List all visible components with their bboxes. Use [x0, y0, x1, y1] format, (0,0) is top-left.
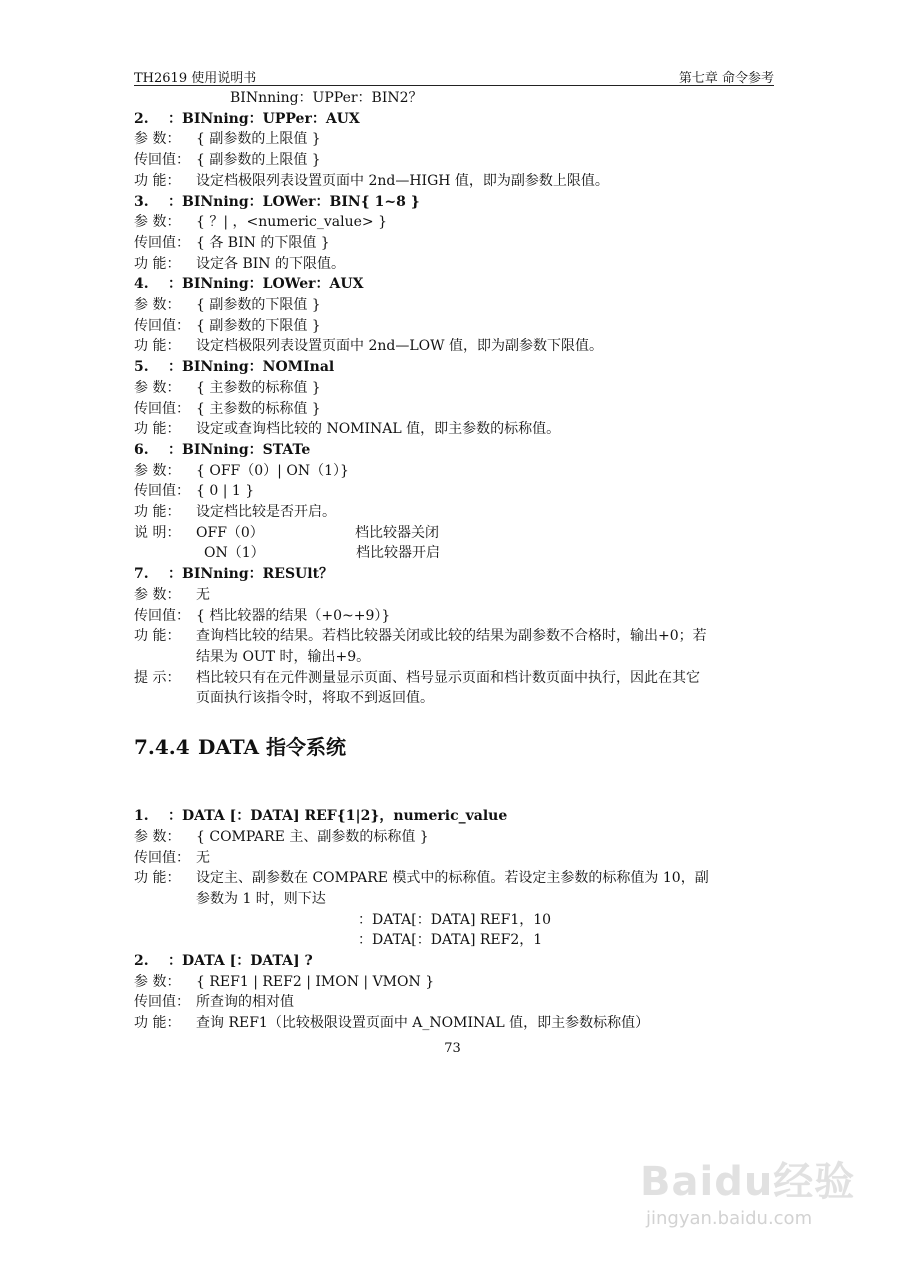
param-text: { 主参数的标称值 } — [196, 379, 321, 396]
command-block-binning-nominal — [134, 357, 779, 440]
return-text: { 0 | 1 } — [196, 483, 255, 500]
param-label: 参 数： — [134, 973, 181, 990]
watermark-logo: Baidu经验 — [640, 1159, 856, 1205]
command-heading — [134, 951, 779, 972]
param-line — [134, 827, 779, 848]
return-label: 传回值： — [134, 483, 190, 500]
function-text: 设定档比较是否开启。 — [196, 504, 336, 521]
function-label: 功 能： — [134, 1015, 181, 1032]
function-text: 设定主、副参数在 COMPARE 模式中的标称值。若设定主参数的标称值为 10，副 — [196, 870, 709, 887]
baidu-jingyan-watermark — [640, 1150, 860, 1260]
function-text: 设定档极限列表设置页面中 2nd—HIGH 值，即为副参数上限值。 — [196, 172, 609, 189]
note-value-on: 档比较器开启 — [356, 545, 440, 562]
command-syntax: ：DATA [：DATA] REF{1|2}，numeric_value — [168, 808, 508, 825]
return-text: 所查询的相对值 — [196, 994, 294, 1011]
command-syntax: ：BINning：UPPer：AUX — [168, 110, 360, 127]
param-line — [134, 378, 779, 399]
function-line — [134, 171, 779, 192]
header-chapter-title: 第七章 命令参考 — [678, 71, 774, 86]
function-label: 功 能： — [134, 255, 181, 272]
function-label: 功 能： — [134, 338, 181, 355]
note-key-off: OFF（0） — [196, 524, 264, 541]
return-line — [134, 233, 779, 254]
command-syntax: ：BINning：NOMInal — [168, 359, 335, 376]
command-number: 2. — [134, 953, 149, 970]
param-line — [134, 585, 779, 606]
param-text: { OFF（0）| ON（1）} — [196, 462, 349, 479]
header-divider — [134, 85, 774, 86]
param-label: 参 数： — [134, 131, 181, 148]
section-heading — [134, 734, 779, 760]
function-line — [134, 1013, 779, 1034]
command-block-binning-lower-aux — [134, 274, 779, 357]
command-heading — [134, 564, 779, 585]
function-text: 设定各 BIN 的下限值。 — [196, 255, 345, 272]
command-heading — [134, 806, 779, 827]
section-number: 7.4.4 — [134, 735, 190, 760]
command-syntax: ：BINning：RESUlt？ — [168, 566, 334, 583]
command-number: 7. — [134, 566, 149, 583]
function-text: 查询档比较的结果。若档比较器关闭或比较的结果为副参数不合格时，输出+0；若 — [196, 628, 707, 645]
command-block-data-query — [134, 951, 779, 1034]
return-text: 无 — [196, 849, 210, 866]
command-syntax: ：BINning：LOWer：BIN{ 1~8 } — [168, 193, 420, 210]
return-label: 传回值： — [134, 849, 190, 866]
page-number: 73 — [444, 1041, 461, 1056]
function-line — [134, 868, 779, 889]
param-label: 参 数： — [134, 297, 181, 314]
return-text: { 副参数的上限值 } — [196, 152, 321, 169]
param-text: { 副参数的上限值 } — [196, 131, 321, 148]
function-line — [134, 419, 779, 440]
watermark-url: jingyan.baidu.com — [646, 1208, 813, 1229]
example-command-2: ：DATA[：DATA] REF2，1 — [358, 932, 543, 949]
note-key-on: ON（1） — [204, 545, 265, 562]
function-label: 功 能： — [134, 870, 181, 887]
return-label: 传回值： — [134, 994, 190, 1011]
command-heading — [134, 357, 779, 378]
command-number: 5. — [134, 359, 149, 376]
page-content — [134, 88, 779, 1034]
command-block-binning-lower-bin — [134, 192, 779, 275]
param-text: { COMPARE 主、副参数的标称值 } — [196, 828, 429, 845]
command-heading — [134, 440, 779, 461]
command-number: 6. — [134, 441, 149, 458]
tip-continuation: 页面执行该指令时，将取不到返回值。 — [196, 690, 434, 707]
section-title-text: DATA 指令系统 — [198, 735, 347, 760]
param-label: 参 数： — [134, 379, 181, 396]
command-heading — [134, 274, 779, 295]
command-syntax: ：DATA [：DATA] ? — [168, 953, 313, 970]
command-block-binning-result — [134, 564, 779, 709]
command-block-binning-state — [134, 440, 779, 564]
return-label: 传回值： — [134, 607, 190, 624]
example-command-1: ：DATA[：DATA] REF1，10 — [358, 911, 552, 928]
function-label: 功 能： — [134, 421, 181, 438]
function-continuation: 参数为 1 时，则下达 — [196, 890, 326, 907]
param-line — [134, 212, 779, 233]
command-number: 1. — [134, 808, 149, 825]
function-label: 功 能： — [134, 628, 181, 645]
function-line — [134, 626, 779, 647]
note-label: 说 明： — [134, 524, 181, 541]
return-label: 传回值： — [134, 317, 190, 334]
return-line — [134, 150, 779, 171]
return-line — [134, 316, 779, 337]
function-line — [134, 502, 779, 523]
return-line — [134, 606, 779, 627]
return-text: { 档比较器的结果（+0~+9）} — [196, 607, 391, 624]
function-text: 设定或查询档比较的 NOMINAL 值，即主参数的标称值。 — [196, 421, 561, 438]
function-label: 功 能： — [134, 172, 181, 189]
function-line — [134, 254, 779, 275]
command-number: 4. — [134, 276, 149, 293]
return-line — [134, 399, 779, 420]
param-label: 参 数： — [134, 586, 181, 603]
note-line-2 — [134, 543, 779, 564]
return-label: 传回值： — [134, 234, 190, 251]
continued-query-line: BINnning：UPPer：BIN2？ — [230, 90, 423, 106]
param-line — [134, 461, 779, 482]
note-value-off: 档比较器关闭 — [355, 524, 439, 541]
note-line — [134, 523, 779, 544]
command-number: 3. — [134, 193, 149, 210]
function-line — [134, 336, 779, 357]
param-label: 参 数： — [134, 214, 181, 231]
function-text: 设定档极限列表设置页面中 2nd—LOW 值，即为副参数下限值。 — [196, 338, 603, 355]
command-syntax: ：BINning：LOWer：AUX — [168, 276, 364, 293]
tip-label: 提 示： — [134, 669, 181, 686]
return-line — [134, 848, 779, 869]
param-text: { ？| ，<numeric_value> } — [196, 214, 387, 231]
tip-text: 档比较只有在元件测量显示页面、档号显示页面和档计数页面中执行，因此在其它 — [196, 669, 700, 686]
command-number: 2. — [134, 110, 149, 127]
command-block-data-ref — [134, 806, 779, 951]
command-block-binning-upper-aux — [134, 109, 779, 192]
header-manual-title: TH2619 使用说明书 — [134, 71, 257, 86]
return-line — [134, 992, 779, 1013]
param-text: 无 — [196, 586, 210, 603]
return-label: 传回值： — [134, 152, 190, 169]
return-line — [134, 481, 779, 502]
param-text: { 副参数的下限值 } — [196, 297, 321, 314]
param-label: 参 数： — [134, 828, 181, 845]
command-heading — [134, 109, 779, 130]
param-text: { REF1 | REF2 | IMON | VMON } — [196, 973, 435, 990]
param-line — [134, 972, 779, 993]
command-syntax: ：BINning：STATe — [168, 441, 311, 458]
command-heading — [134, 192, 779, 213]
function-continuation: 结果为 OUT 时，输出+9。 — [196, 648, 371, 665]
param-line — [134, 129, 779, 150]
return-text: { 副参数的下限值 } — [196, 317, 321, 334]
param-label: 参 数： — [134, 462, 181, 479]
tip-line — [134, 668, 779, 689]
function-label: 功 能： — [134, 504, 181, 521]
return-text: { 主参数的标称值 } — [196, 400, 321, 417]
function-text: 查询 REF1（比较极限设置页面中 A_NOMINAL 值，即主参数标称值） — [196, 1015, 650, 1032]
return-label: 传回值： — [134, 400, 190, 417]
return-text: { 各 BIN 的下限值 } — [196, 234, 330, 251]
param-line — [134, 295, 779, 316]
